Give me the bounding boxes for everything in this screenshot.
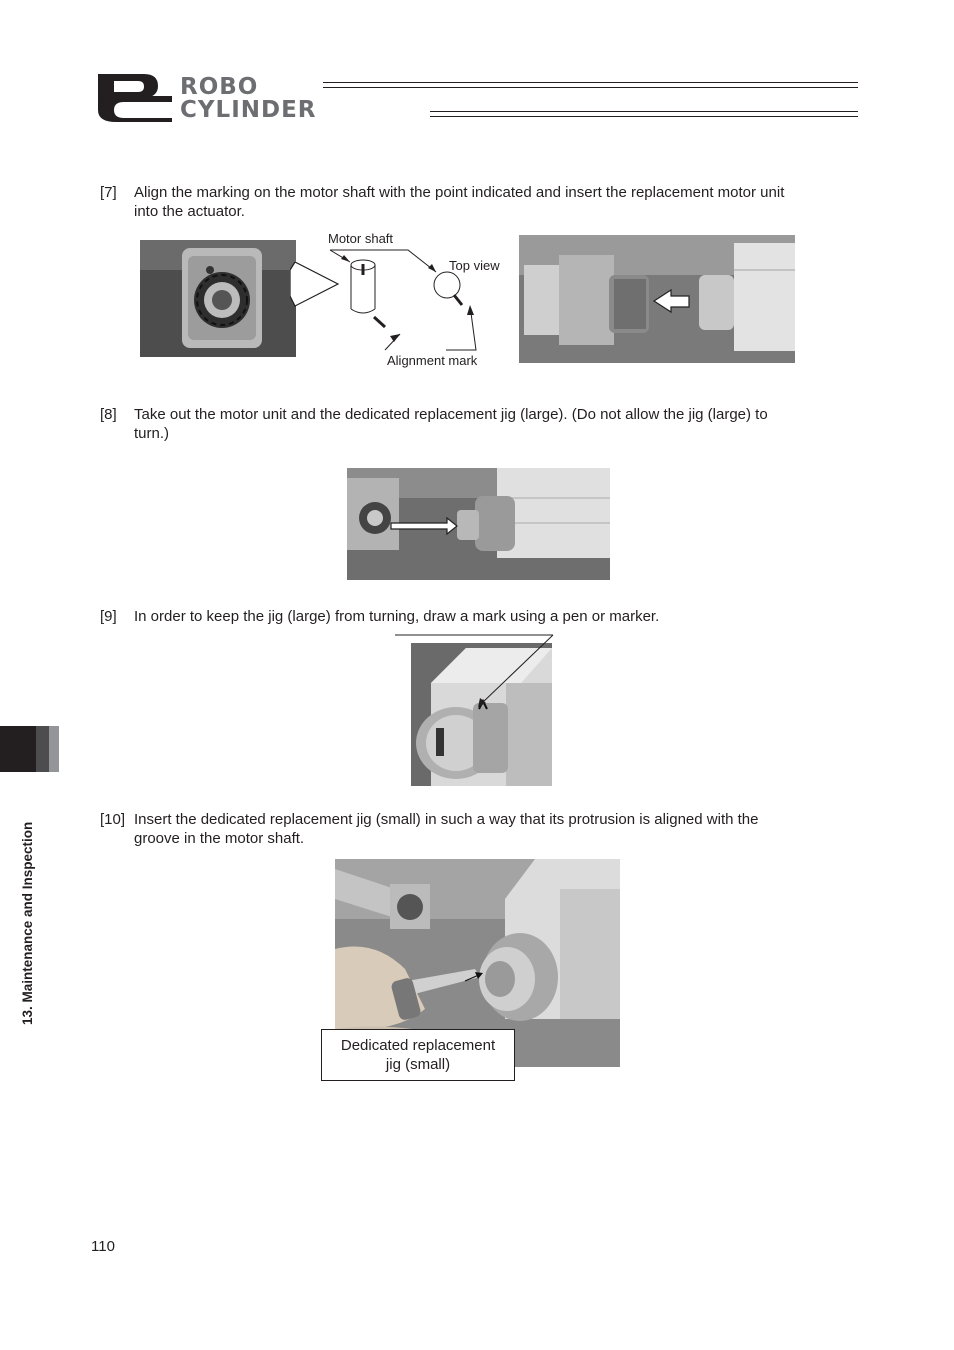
step-7-text-line2: into the actuator.	[134, 203, 245, 220]
chapter-tab-light	[49, 726, 59, 772]
step-8-number: [8]	[100, 406, 117, 423]
step-10-text-line1: Insert the dedicated replacement jig (small) in such a way that its protrusion is aligned with the	[134, 811, 759, 828]
small-jig-callout-line2: jig (small)	[385, 1056, 451, 1073]
small-jig-callout-line1: Dedicated replacement	[340, 1037, 496, 1054]
header-rule-top	[323, 82, 858, 88]
small-jig-callout-box	[321, 1029, 515, 1081]
top-view-label: Top view	[449, 258, 500, 273]
header-logo	[96, 72, 426, 124]
step-8-text-line2: turn.)	[134, 425, 170, 442]
chapter-tab-mid	[36, 726, 49, 772]
step-10-number: [10]	[100, 811, 126, 828]
step-7-text-line1: Align the marking on the motor shaft with the point indicated and insert the replacement motor unit	[134, 184, 785, 201]
motor-shaft-label: Motor shaft	[328, 231, 394, 246]
step-7-number: [7]	[100, 184, 117, 201]
step-8-text-line1: Take out the motor unit and the dedicated replacement jig (large). (Do not allow the jig (large) to	[134, 406, 768, 423]
chapter-tab-dark	[0, 726, 36, 772]
page-number: 110	[91, 1238, 115, 1255]
logo-cylinder-text: CYLINDER	[180, 97, 317, 123]
motor-insert-photo	[519, 235, 795, 363]
step-9-number: [9]	[100, 608, 117, 625]
remove-motor-photo	[347, 468, 610, 580]
alignment-mark-label: Alignment mark	[387, 353, 478, 368]
mark-pointer-line	[393, 632, 563, 712]
header-rule-bottom	[430, 111, 858, 117]
step-10-text-line2: groove in the motor shaft.	[134, 830, 305, 847]
logo-robo-text: ROBO	[180, 74, 259, 100]
motor-unit-front-photo	[140, 240, 296, 357]
chapter-section-label: 13. Maintenance and Inspection	[20, 821, 35, 1025]
rc-monogram-icon	[96, 72, 174, 124]
step-9-text-line1: In order to keep the jig (large) from turning, draw a mark using a pen or marker.	[134, 608, 660, 625]
